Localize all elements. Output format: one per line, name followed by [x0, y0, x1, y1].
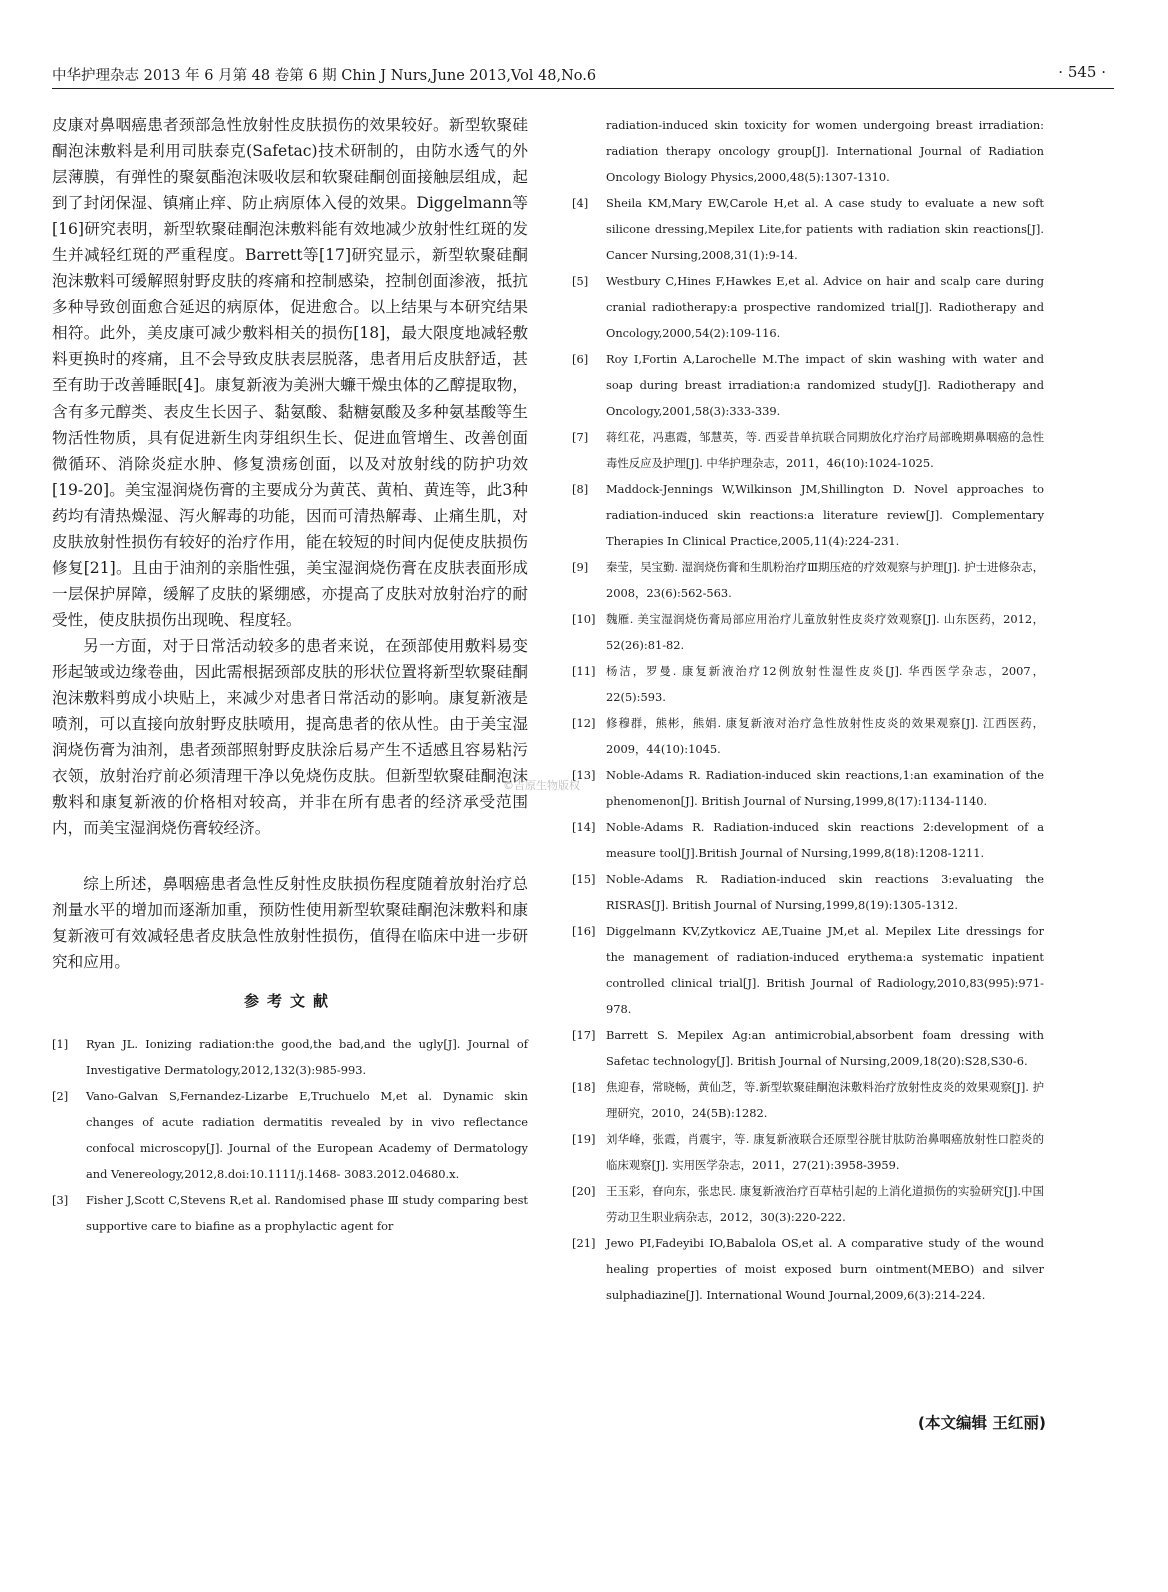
reference-number	[572, 112, 606, 190]
reference-entry	[572, 112, 1044, 190]
reference-number: [12]	[572, 716, 596, 730]
body-paragraph-2: 另一方面，对于日常活动较多的患者来说，在颈部使用敷料易变形起皱或边缘卷曲，因此需根据颈部皮肤的形状位置将新型软聚硅酮泡沫敷料剪成小块贴上，来减少对患者日常活动的影响。康复新液是喷剂，可以直接向放射野皮肤喷用，提高患者的依从性。由于美宝湿润烧伤膏为油剂，患者颈部照射野皮肤涂后易产生不适感且容易粘污衣领，放射治疗前必须清理干净以免烧伤皮肤。但新型软聚硅酮泡沫敷料和康复新液的价格相对较高，并非在所有患者的经济承受范围内，而美宝湿润烧伤膏较经济。	[52, 636, 528, 838]
reference-text: Sheila KM,Mary EW,Carole H,et al. A case study to evaluate a new soft silicone dressing,Mepilex Lite,for patients with radiation skin reactions[J]. Cancer Nursing,2008,31(1):9-14.	[606, 196, 1044, 262]
reference-entry	[572, 424, 1044, 476]
reference-text: Jewo PI,Fadeyibi IO,Babalola OS,et al. A comparative study of the wound healing properties of moist exposed burn ointment(MEBO) and silver sulphadiazine[J]. International Wound Journal,2009,6(3):214-224.	[606, 1236, 1044, 1302]
reference-list-left	[52, 1031, 528, 1239]
reference-number: [5]	[572, 274, 589, 288]
reference-number: [7]	[572, 430, 589, 444]
reference-entry	[572, 918, 1044, 1022]
reference-text: Westbury C,Hines F,Hawkes E,et al. Advice on hair and scalp care during cranial radiotherapy:a prospective randomized trial[J]. Radiotherapy and Oncology,2000,54(2):109-116.	[606, 274, 1044, 340]
reference-entry	[572, 346, 1044, 424]
reference-text: Noble-Adams R. Radiation-induced skin reactions 2:development of a measure tool[J].British Journal of Nursing,1999,8(18):1208-1211.	[606, 820, 1044, 860]
reference-entry	[572, 476, 1044, 554]
reference-number: [21]	[572, 1236, 596, 1250]
reference-list-right	[572, 112, 1044, 1308]
reference-number: [17]	[572, 1028, 596, 1042]
reference-entry	[572, 1022, 1044, 1074]
reference-text: 蒋红花，冯惠霞，邹慧英，等. 西妥昔单抗联合同期放化疗治疗局部晚期鼻咽癌的急性毒性反应及护理[J]. 中华护理杂志，2011，46(10):1024-1025.	[606, 430, 1044, 470]
reference-entry	[52, 1083, 528, 1187]
reference-text: Vano-Galvan S,Fernandez-Lizarbe E,Truchuelo M,et al. Dynamic skin changes of acute radiation dermatitis revealed by in vivo reflectance confocal microscopy[J]. Journal of the European Academy of Dermatology and Venereology,2012,8.doi:10.1111/j.1468- 3083.2012.04680.x.	[86, 1088, 528, 1181]
reference-text: 王玉彩，眘向东，张忠民. 康复新液治疗百草枯引起的上消化道损伤的实验研究[J].中国劳动卫生职业病杂志，2012，30(3):220-222.	[606, 1184, 1044, 1224]
reference-number: [9]	[572, 560, 589, 574]
reference-entry	[572, 658, 1044, 710]
reference-number: [20]	[572, 1184, 596, 1198]
right-column	[572, 112, 1044, 1308]
left-column	[52, 112, 528, 1239]
reference-text: 刘华峰，张霞，肖震宇，等. 康复新液联合还原型谷胱甘肽防治鼻咽癌放射性口腔炎的临床观察[J]. 实用医学杂志，2011，27(21):3958-3959.	[606, 1132, 1044, 1172]
reference-text: Diggelmann KV,Zytkovicz AE,Tuaine JM,et al. Mepilex Lite dressings for the management of radiation-induced erythema:a systematic inpatient controlled clinical trial[J]. British Journal of Radiology,2010,83(995):971-978.	[606, 924, 1044, 1016]
reference-entry	[572, 268, 1044, 346]
reference-entry	[572, 814, 1044, 866]
reference-number: [11]	[572, 664, 596, 678]
reference-text: 焦迎春，常晓畅，黄仙芝，等.新型软聚硅酮泡沫敷料治疗放射性皮炎的效果观察[J]. 护理研究，2010，24(5B):1282.	[606, 1080, 1044, 1120]
reference-entry	[52, 1187, 528, 1239]
reference-number: [4]	[572, 196, 589, 210]
reference-number: [15]	[572, 872, 596, 886]
reference-number: [1]	[52, 1036, 69, 1051]
reference-text: Noble-Adams R. Radiation-induced skin reactions 3:evaluating the RISRAS[J]. British Journal of Nursing,1999,8(19):1305-1312.	[606, 872, 1044, 912]
reference-text: 魏雁. 美宝湿润烧伤膏局部应用治疗儿童放射性皮炎疗效观察[J]. 山东医药，2012，52(26):81-82.	[606, 612, 1044, 652]
reference-text: 秦莹，吴宝勤. 湿润烧伤膏和生肌粉治疗Ⅲ期压疮的疗效观察与护理[J]. 护士进修杂志，2008，23(6):562-563.	[606, 560, 1044, 600]
reference-number: [19]	[572, 1132, 596, 1146]
reference-text: Roy I,Fortin A,Larochelle M.The impact of skin washing with water and soap during breast irradiation:a randomized study[J]. Radiotherapy and Oncology,2001,58(3):333-339.	[606, 352, 1044, 418]
reference-text: Fisher J,Scott C,Stevens R,et al. Randomised phase Ⅲ study comparing best supportive care to biafine as a prophylactic agent for	[86, 1192, 528, 1233]
running-header	[52, 64, 1114, 89]
reference-number: [13]	[572, 768, 596, 782]
reference-text: Noble-Adams R. Radiation-induced skin reactions,1:an examination of the phenomenon[J]. British Journal of Nursing,1999,8(17):1134-1140.	[606, 768, 1044, 808]
reference-text: Ryan JL. Ionizing radiation:the good,the bad,and the ugly[J]. Journal of Investigative Dermatology,2012,132(3):985-993.	[86, 1036, 528, 1077]
page-number: · 545 ·	[1058, 63, 1106, 81]
editor-credit: (本文编辑 王红丽)	[917, 1414, 1046, 1432]
reference-text: Maddock-Jennings W,Wilkinson JM,Shillington D. Novel approaches to radiation-induced skin reactions:a literature review[J]. Complementary Therapies In Clinical Practice,2005,11(4):224-231.	[606, 482, 1044, 548]
watermark-text: ©吉原生物版权	[503, 779, 580, 792]
journal-citation: 中华护理杂志 2013 年 6 月第 48 卷第 6 期 Chin J Nurs,June 2013,Vol 48,No.6	[52, 68, 597, 84]
references-heading: 参考文献	[243, 991, 336, 1010]
reference-number: [2]	[52, 1088, 69, 1103]
reference-entry	[572, 710, 1044, 762]
reference-number: [10]	[572, 612, 596, 626]
reference-entry	[572, 1230, 1044, 1308]
reference-entry	[572, 606, 1044, 658]
reference-text: Barrett S. Mepilex Ag:an antimicrobial,absorbent foam dressing with Safetac technology[J]. British Journal of Nursing,2009,18(20):S28,S30-6.	[606, 1028, 1044, 1068]
reference-entry	[572, 762, 1044, 814]
body-paragraph-1: 皮康对鼻咽癌患者颈部急性放射性皮肤损伤的效果较好。新型软聚硅酮泡沫敷料是利用司肤泰克(Safetac)技术研制的，由防水透气的外层薄膜，有弹性的聚氨酯泡沫吸收层和软聚硅酮创面接触层组成，起到了封闭保湿、镇痛止痒、防止病原体入侵的效果。Diggelmann等[16]研究表明，新型软聚硅酮泡沫敷料能有效地减少放射性红斑的发生并减轻红斑的严重程度。Barrett等[17]研究显示，新型软聚硅酮泡沫敷料可缓解照射野皮肤的疼痛和控制感染，控制创面渗液，抵抗多种导致创面愈合延迟的病原体，促进愈合。以上结果与本研究结果相符。此外，美皮康可减少敷料相关的损伤[18]，最大限度地减轻敷料更换时的疼痛，且不会导致皮肤表层脱落，患者用后皮肤舒适，甚至有助于改善睡眠[4]。康复新液为美洲大蠊干燥虫体的乙醇提取物，含有多元醇类、表皮生长因子、黏氨酸、黏糖氨酸及多种氨基酸等生物活性物质，具有促进新生肉芽组织生长、促进血管增生、改善创面微循环、消除炎症水肿、修复溃疡创面，以及对放射线的防护功效[19-20]。美宝湿润烧伤膏的主要成分为黄芪、黄柏、黄连等，此3种药均有清热燥湿、泻火解毒的功能，因而可清热解毒、止痛生肌，对皮肤放射性损伤有较好的治疗作用，能在较短的时间内促使皮肤损伤修复[21]。且由于油剂的亲脂性强，美宝湿润烧伤膏在皮肤表面形成一层保护屏障，缓解了皮肤的紧绷感，亦提高了皮肤对放射治疗的耐受性，使皮肤损伤出现晚、程度轻。	[52, 116, 528, 629]
reference-entry	[52, 1031, 528, 1083]
reference-entry	[572, 1074, 1044, 1126]
reference-number: [18]	[572, 1080, 596, 1094]
reference-text: radiation-induced skin toxicity for women undergoing breast irradiation: radiation therapy oncology group[J]. International Journal of Radiation Oncology Biology Physics,2000,48(5):1307-1310.	[606, 118, 1044, 184]
reference-entry	[572, 1126, 1044, 1178]
conclusion-paragraph: 综上所述，鼻咽癌患者急性反射性皮肤损伤程度随着放射治疗总剂量水平的增加而逐渐加重，预防性使用新型软聚硅酮泡沫敷料和康复新液可有效减轻患者皮肤急性放射性损伤，值得在临床中进一步研究和应用。	[52, 875, 528, 972]
reference-number: [3]	[52, 1192, 69, 1207]
reference-number: [8]	[572, 482, 589, 496]
reference-entry	[572, 866, 1044, 918]
reference-text: 杨洁，罗曼. 康复新液治疗12例放射性湿性皮炎[J]. 华西医学杂志，2007，22(5):593.	[606, 664, 1044, 704]
reference-number: [6]	[572, 352, 589, 366]
reference-entry	[572, 1178, 1044, 1230]
reference-number: [14]	[572, 820, 596, 834]
reference-entry	[572, 554, 1044, 606]
reference-number: [16]	[572, 924, 596, 938]
reference-entry	[572, 190, 1044, 268]
reference-text: 修穆群，熊彬，熊娟. 康复新液对治疗急性放射性皮炎的效果观察[J]. 江西医药，2009，44(10):1045.	[606, 716, 1044, 756]
